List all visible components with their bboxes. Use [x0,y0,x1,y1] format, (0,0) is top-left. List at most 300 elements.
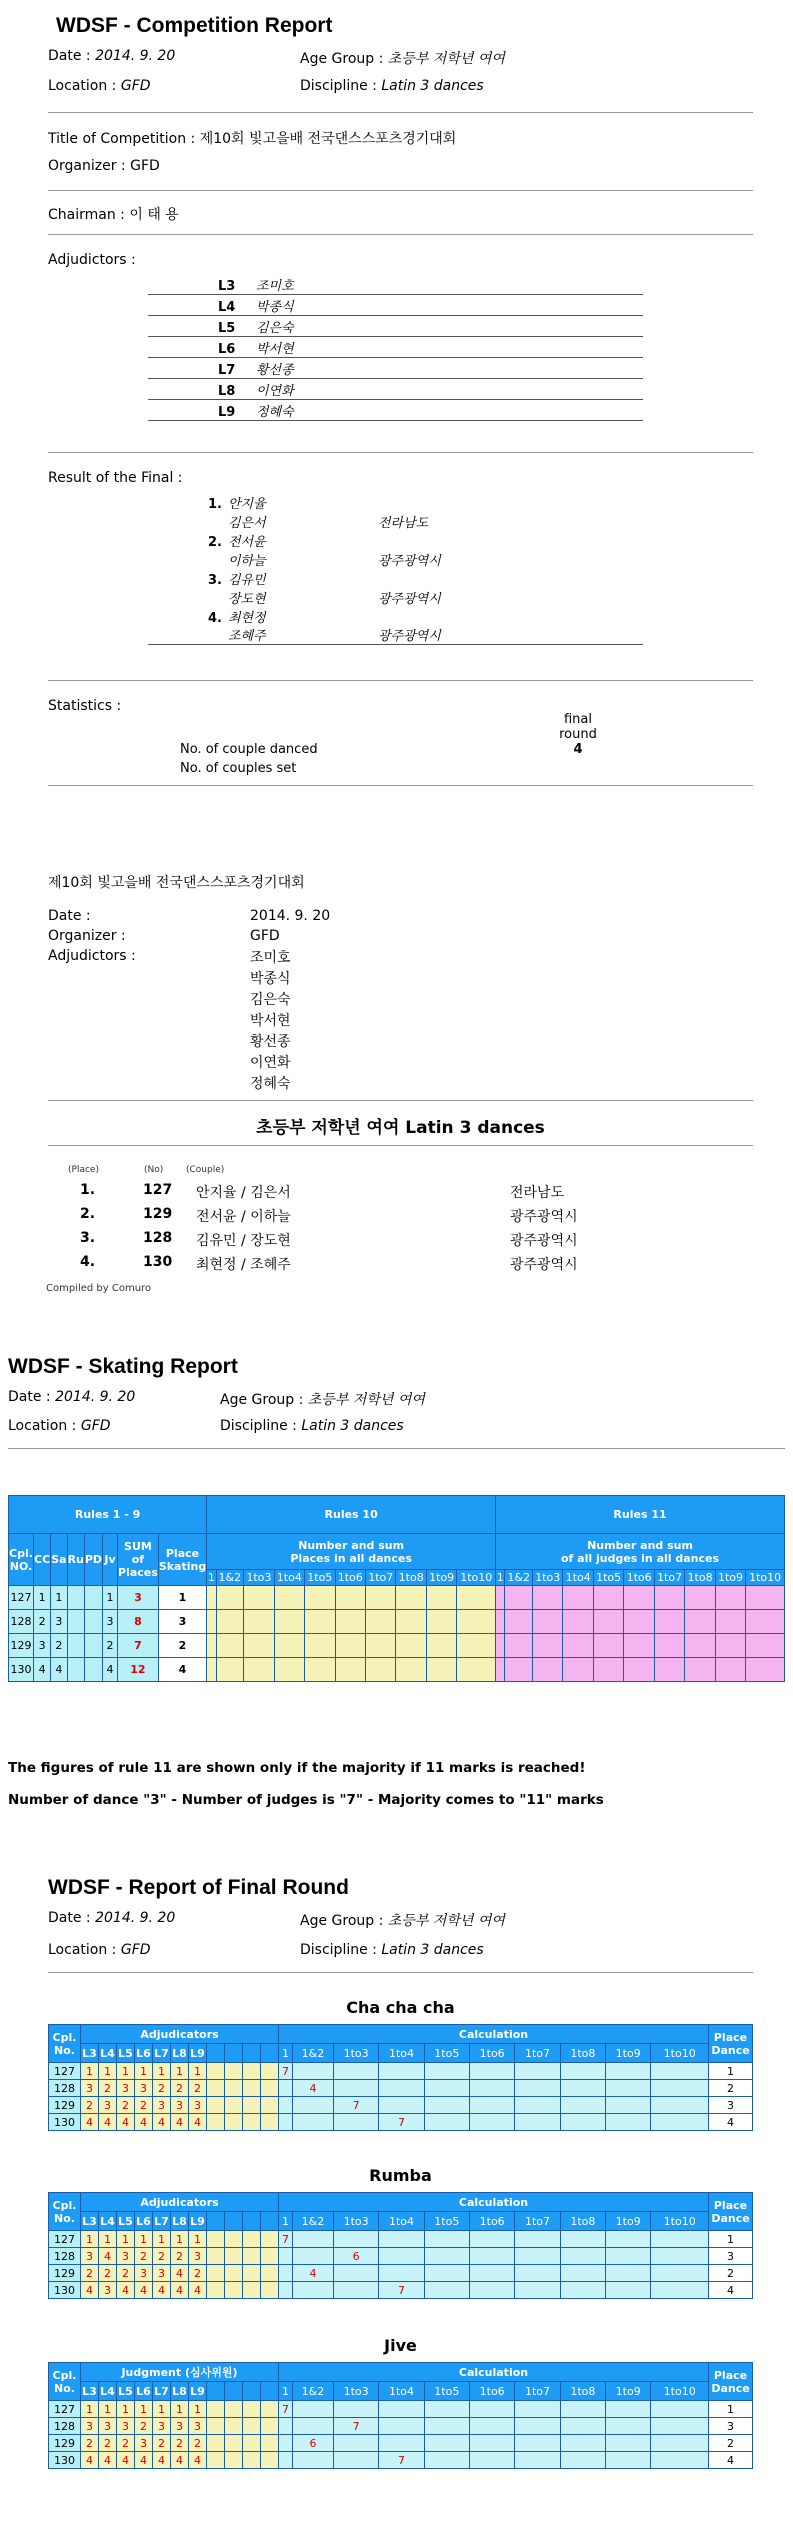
calc-cell-empty [470,2080,515,2097]
hdr-calc-col: 1to8 [560,2044,605,2063]
judge-mark: 1 [189,2401,207,2418]
result-name1: 김유민 [228,573,266,588]
hdr-calc-col: 1to10 [651,2382,709,2401]
judge-mark: 2 [81,2265,99,2282]
calc-cell-empty [560,2097,605,2114]
rule11-cell [505,1634,533,1658]
judge-mark: 4 [153,2282,171,2299]
calc-cell-empty [279,2435,293,2452]
rule10-cell [366,1658,396,1682]
judge-mark: 3 [171,2418,189,2435]
rule10-cell [366,1634,396,1658]
dance-place [84,1610,102,1634]
result-region: 전라남도 [378,516,429,531]
calc-cell-empty [379,2097,424,2114]
summary-couple: 최현정 / 조혜주 [196,1257,291,1273]
rule10-cell [244,1610,274,1634]
judge-mark: 2 [189,2265,207,2282]
calc-cell-empty [606,2063,651,2080]
fr-date-row [48,1910,175,1926]
judge-mark: 2 [117,2265,135,2282]
adjudicator-code: L3 [218,279,236,294]
rule10-cell [244,1586,274,1610]
stat-danced-label: No. of couple danced [180,742,318,757]
hdr-judge-blank [207,2382,225,2401]
calc-cell-empty [515,2080,560,2097]
rule10-cell [335,1586,365,1610]
hdr-judge: L6 [135,2382,153,2401]
judge-mark: 2 [81,2097,99,2114]
hdr-judge-blank [261,2044,279,2063]
calc-cell-empty [424,2097,469,2114]
calc-cell-empty [606,2114,651,2131]
calc-cell-empty [515,2418,560,2435]
dance-place: 1 [103,1586,118,1610]
rule10-cell [244,1658,274,1682]
judge-mark: 1 [171,2401,189,2418]
rule11-cell [746,1610,785,1634]
hdr-col: 1to3 [244,1570,274,1586]
judge-mark: 2 [171,2248,189,2265]
rule11-cell [746,1634,785,1658]
date-value: 2014. 9. 20 [95,48,176,64]
judge-mark-blank [207,2114,225,2131]
judge-mark-blank [261,2231,279,2248]
calc-cell-empty [279,2097,293,2114]
hdr-place: Place Dance [709,2193,753,2231]
summary-adjudicator: 박종식 [250,971,291,987]
judge-mark: 4 [117,2282,135,2299]
calc-cell-empty [606,2265,651,2282]
rule11-cell [715,1634,745,1658]
result-row [148,531,643,550]
table-row [49,2265,753,2282]
calc-cell-empty [606,2435,651,2452]
rule11-cell [563,1658,593,1682]
hdr-calc-col: 1to9 [606,2382,651,2401]
discipline-label: Discipline : [300,78,377,94]
age-row [300,48,505,68]
judge-mark-blank [243,2248,261,2265]
hdr-calc-col: 1to5 [424,2382,469,2401]
hdr-place: Place Dance [709,2363,753,2401]
rule11-cell [624,1586,654,1610]
judge-mark: 4 [117,2114,135,2131]
stat-col1: final [563,712,592,727]
hdr-judge: L8 [171,2212,189,2231]
judge-mark: 2 [99,2435,117,2452]
dance-place [84,1586,102,1610]
table-row [49,2248,753,2265]
judge-mark: 4 [81,2452,99,2469]
calc-cell-empty [606,2248,651,2265]
hdr-calc-col: 1to3 [333,2382,378,2401]
judge-mark-blank [261,2080,279,2097]
rule10-cell [305,1658,335,1682]
hdr-r10-sub [207,1534,496,1570]
event-title: 초등부 저학년 여여 Latin 3 dances [256,1118,545,1138]
sum-of-places: 8 [118,1610,159,1634]
hdr-judge-blank [225,2212,243,2231]
calc-cell-empty [560,2435,605,2452]
divider [48,190,753,191]
calc-cell-empty [606,2452,651,2469]
hdr-judge-blank [243,2044,261,2063]
judge-mark: 3 [171,2097,189,2114]
hdr-calc-col: 1 [279,2382,293,2401]
rule10-cell [426,1610,456,1634]
hdr-judge: L5 [117,2382,135,2401]
divider [48,234,753,235]
calc-cell-empty [379,2401,424,2418]
adjudicator-name: 이연화 [256,384,294,399]
sk-age-row [220,1389,425,1409]
judge-mark-blank [261,2063,279,2080]
place-dance: 3 [709,2248,753,2265]
divider [48,112,753,113]
judge-mark: 2 [135,2097,153,2114]
judge-mark: 1 [99,2063,117,2080]
sk-date-value: 2014. 9. 20 [55,1389,136,1405]
calc-cell-empty [333,2114,378,2131]
competition-report-title: WDSF - Competition Report [56,14,333,37]
calc-cell-empty [333,2282,378,2299]
adjudicator-name: 조미호 [256,279,294,294]
hdr-judge: L3 [81,2212,99,2231]
hdr-calc-col: 1to3 [333,2044,378,2063]
calc-cell-empty [379,2418,424,2435]
calc-cell-empty [560,2401,605,2418]
calc-cell: 6 [333,2248,378,2265]
hdr-col: 1to4 [563,1570,593,1586]
cpl-no: 127 [49,2231,81,2248]
judge-mark: 1 [135,2063,153,2080]
table-row [49,2452,753,2469]
calc-cell-empty [379,2231,424,2248]
summary-region: 광주광역시 [510,1257,578,1273]
judge-mark-blank [225,2435,243,2452]
result-region: 광주광역시 [378,554,441,569]
hdr-judge-blank [225,2044,243,2063]
judge-mark: 1 [189,2063,207,2080]
location-label: Location : [48,78,117,94]
fr-discipline-value: Latin 3 dances [381,1942,484,1958]
judge-mark-blank [243,2418,261,2435]
fr-location-row [48,1942,151,1958]
location-value: GFD [120,78,151,94]
result-row-partner [148,512,643,531]
rule10-cell [274,1634,304,1658]
rule11-cell [654,1658,684,1682]
rule10-cell [207,1586,216,1610]
calc-cell-empty [651,2435,709,2452]
statistics-label: Statistics : [48,698,122,714]
judge-mark: 2 [117,2097,135,2114]
judge-mark-blank [207,2063,225,2080]
calc-cell: 7 [379,2282,424,2299]
fr-discipline-row [300,1942,484,1958]
table-row [9,1634,785,1658]
rule10-cell [216,1658,244,1682]
hdr-judge: L3 [81,2044,99,2063]
judge-mark-blank [207,2418,225,2435]
hdr-calc-col: 1&2 [292,2382,333,2401]
dance-place [67,1610,84,1634]
result-name2: 장도현 [228,592,266,607]
judge-mark: 3 [81,2080,99,2097]
sum-of-places: 3 [118,1586,159,1610]
cpl-no: 128 [49,2248,81,2265]
divider [48,452,753,453]
title-of-competition-label: Title of Competition : [48,131,196,147]
sk-date-label: Date : [8,1389,51,1405]
rule11-cell [685,1634,715,1658]
hdr-calc-col: 1to4 [379,2382,424,2401]
hdr-calc: Calculation [279,2363,709,2382]
result-region: 광주광역시 [378,629,441,644]
adjudicator-row [148,318,643,337]
calc-cell-empty [560,2418,605,2435]
hdr-rules19: Rules 1 - 9 [9,1496,207,1534]
hdr-col: 1to8 [685,1570,715,1586]
judge-mark: 3 [117,2418,135,2435]
hdr-col: 1to3 [532,1570,562,1586]
judge-mark-blank [207,2452,225,2469]
judge-mark-blank [207,2231,225,2248]
hdr-calc-col: 1&2 [292,2212,333,2231]
hdr-rules11: Rules 11 [496,1496,785,1534]
judge-mark: 4 [117,2452,135,2469]
place-dance: 4 [709,2452,753,2469]
table-row [49,2282,753,2299]
chairman-label: Chairman : [48,207,125,223]
calc-cell: 4 [292,2265,333,2282]
calc-cell-empty [333,2063,378,2080]
calc-cell-empty [279,2248,293,2265]
calc-cell-empty [333,2231,378,2248]
dance-place [67,1586,84,1610]
rule10-cell [457,1658,496,1682]
judge-mark: 3 [153,2418,171,2435]
judge-mark: 4 [189,2282,207,2299]
calc-cell-empty [560,2231,605,2248]
hdr-calc-col: 1to6 [470,2382,515,2401]
organizer-row [48,158,160,174]
summary-region: 광주광역시 [510,1233,578,1249]
compiled-by: Compiled by Comuro [46,1283,152,1294]
result-name2: 조혜주 [228,629,266,644]
summary-place: 2. [80,1206,96,1222]
col-place: (Place) [68,1165,99,1175]
calc-cell-empty [424,2452,469,2469]
calc-cell-empty [279,2080,293,2097]
calc-cell-empty [379,2063,424,2080]
discipline-value: Latin 3 dances [381,78,484,94]
hdr-judge: L8 [171,2382,189,2401]
final-report-title: WDSF - Report of Final Round [48,1876,349,1899]
table-row [49,2231,753,2248]
cpl-no: 127 [49,2063,81,2080]
rule11-cell [685,1610,715,1634]
dance-place: 4 [34,1658,51,1682]
calc-cell-empty [515,2401,560,2418]
adjudicator-row [148,381,643,400]
judge-mark: 3 [135,2435,153,2452]
adjudicators-label: Adjudictors : [48,252,136,268]
fr-date-value: 2014. 9. 20 [95,1910,176,1926]
hdr-col: 1to9 [715,1570,745,1586]
hdr-col: 1to6 [624,1570,654,1586]
calc-cell-empty [606,2231,651,2248]
judge-mark: 1 [153,2401,171,2418]
summary-region: 광주광역시 [510,1209,578,1225]
hdr-judge-blank [261,2212,279,2231]
judge-mark-blank [225,2080,243,2097]
calc-cell-empty [379,2080,424,2097]
place-dance: 1 [709,2231,753,2248]
judge-mark-blank [243,2231,261,2248]
judge-mark: 1 [99,2231,117,2248]
judge-mark: 4 [99,2452,117,2469]
judge-mark: 3 [81,2248,99,2265]
dance-title: Cha cha cha [346,1998,455,2017]
calc-cell-empty [515,2097,560,2114]
summary-place: 3. [80,1230,96,1246]
judge-mark: 2 [99,2265,117,2282]
hdr-judge: L5 [117,2212,135,2231]
sk-discipline-label: Discipline : [220,1418,297,1434]
calc-cell-empty [379,2435,424,2452]
dance-place [67,1634,84,1658]
cpl-no: 128 [49,2418,81,2435]
hdr-judge: L5 [117,2044,135,2063]
hdr-judge: L7 [153,2212,171,2231]
rule10-cell [207,1658,216,1682]
rule10-cell [274,1586,304,1610]
final-round-table [48,2192,753,2299]
calc-cell-empty [651,2401,709,2418]
cpl-no: 129 [9,1634,34,1658]
place-dance: 2 [709,2435,753,2452]
hdr-calc-col: 1to8 [560,2212,605,2231]
table-row [49,2435,753,2452]
summary-number: 129 [143,1206,173,1222]
sk-location-label: Location : [8,1418,77,1434]
hdr-judge: L7 [153,2382,171,2401]
hdr-rules10: Rules 10 [207,1496,496,1534]
calc-cell: 4 [292,2080,333,2097]
hdr-col: 1&2 [216,1570,244,1586]
rule11-cell [746,1658,785,1682]
judge-mark: 2 [189,2435,207,2452]
hdr-r11-sub2: of all judges in all dances [561,1551,720,1565]
final-round-table [48,2024,753,2131]
judge-mark: 3 [99,2282,117,2299]
judge-mark: 1 [135,2401,153,2418]
dance-place: 3 [51,1610,67,1634]
dance-place: 4 [103,1658,118,1682]
date-row [48,48,175,64]
cpl-no: 130 [9,1658,34,1682]
judge-mark: 1 [153,2063,171,2080]
note-1: The figures of rule 11 are shown only if the majority if 11 marks is reached! [8,1760,586,1776]
col-no: (No) [144,1165,164,1175]
place-skating: 1 [158,1586,206,1610]
result-row-partner [148,626,643,645]
result-row [148,569,643,588]
calc-cell-empty [606,2418,651,2435]
calc-cell-empty [424,2265,469,2282]
hdr-calc-col: 1to7 [515,2044,560,2063]
calc-cell-empty [292,2401,333,2418]
hdr-col: 1to10 [746,1570,785,1586]
calc-cell: 7 [333,2097,378,2114]
dance-place [84,1658,102,1682]
note-2: Number of dance "3" - Number of judges is "7" - Majority comes to "11" marks [8,1792,604,1808]
result-place: 3. [208,573,222,588]
hdr-judge: L7 [153,2044,171,2063]
dance-place: 2 [103,1634,118,1658]
calc-cell-empty [651,2452,709,2469]
judge-mark: 4 [171,2114,189,2131]
calc-cell-empty [470,2435,515,2452]
hdr-calc-col: 1to9 [606,2212,651,2231]
divider [48,680,753,681]
judge-mark-blank [225,2248,243,2265]
rule10-cell [335,1634,365,1658]
place-skating: 3 [158,1610,206,1634]
rule11-cell [496,1634,505,1658]
rule10-cell [335,1610,365,1634]
hdr-col: 1to9 [426,1570,456,1586]
judge-mark: 2 [81,2435,99,2452]
hdr-col: 1to7 [366,1570,396,1586]
rule10-cell [274,1658,304,1682]
adjudicator-code: L8 [218,384,236,399]
judge-mark-blank [261,2418,279,2435]
calc-cell-empty [292,2114,333,2131]
summary-adjudicators-label: Adjudictors : [48,948,136,964]
judge-mark: 2 [171,2080,189,2097]
judge-mark-blank [261,2435,279,2452]
calc-cell-empty [292,2452,333,2469]
hdr-col: 1to6 [335,1570,365,1586]
dance-place: 2 [34,1610,51,1634]
summary-adjudicator: 조미호 [250,950,291,966]
rule11-cell [532,1586,562,1610]
hdr-calc-col: 1to4 [379,2212,424,2231]
judge-mark: 3 [189,2097,207,2114]
hdr-judge-blank [225,2382,243,2401]
rule11-cell [593,1634,623,1658]
cpl-no: 130 [49,2282,81,2299]
adjudicator-code: L4 [218,300,236,315]
place-dance: 4 [709,2282,753,2299]
judge-mark-blank [243,2282,261,2299]
calc-cell-empty [515,2231,560,2248]
calc-cell-empty [424,2401,469,2418]
judge-mark: 4 [153,2114,171,2131]
hdr-judge-blank [243,2212,261,2231]
adjudicator-name: 정혜숙 [256,405,294,420]
rule10-cell [244,1634,274,1658]
place-dance: 2 [709,2265,753,2282]
judge-mark: 2 [153,2080,171,2097]
cpl-no: 129 [49,2097,81,2114]
calc-cell-empty [424,2231,469,2248]
rule11-cell [593,1610,623,1634]
rule10-cell [207,1634,216,1658]
